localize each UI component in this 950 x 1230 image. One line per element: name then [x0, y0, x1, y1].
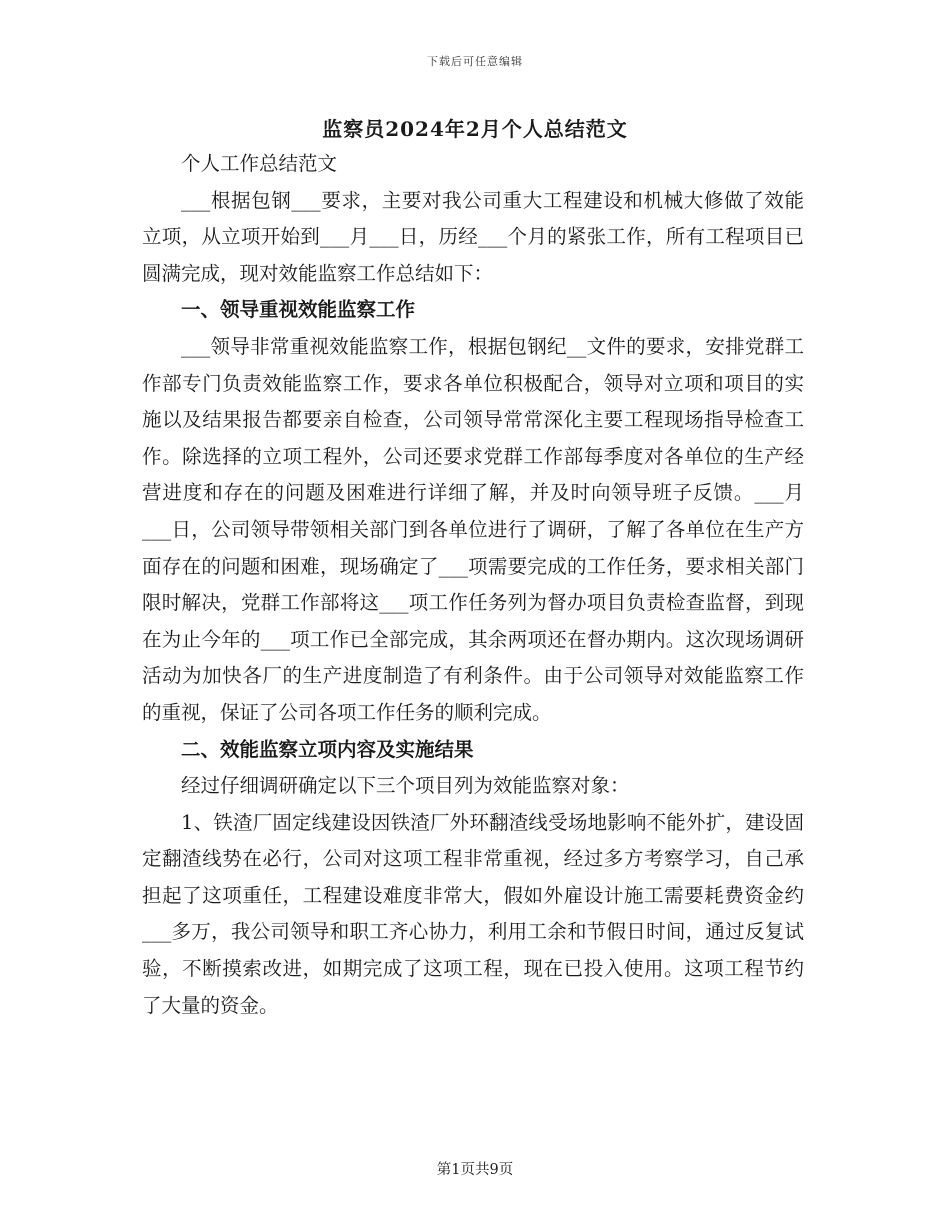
header-note: 下载后可任意编辑	[427, 55, 523, 68]
section-heading-2: 二、效能监察立项内容及实施结果	[181, 737, 474, 761]
page-footer: 第1页共9页	[436, 1162, 514, 1178]
document-title: 监察员2024年2月个人总结范文	[322, 117, 628, 141]
paragraph-section-2-intro: 经过仔细调研确定以下三个项目列为效能监察对象：	[181, 774, 630, 798]
document-body	[142, 146, 804, 1024]
paragraph-section-1: ___领导非常重视效能监察工作，根据包钢纪__文件的要求，安排党群工作部专门负责效能监察工作，要求各单位积极配合，领导对立项和项目的实施以及结果报告都要亲自检查，公司领导常常深化主要工程现场指导检查工作。除选择的立项工程外，公司还要求党群工作部每季度对各单位的生产经营进度和存在的问题及困难进行详细了解，并及时向领导班子反馈。___月___日，公司领导带领相关部门到各单位进行了调研，了解了各单位在生产方面存在的问题和困难，现场确定了___项需要完成的工作任务，要求相关部门限时解决，党群工作部将这___项工作任务列为督办项目负责检查监督，到现在为止今年的___项工作已全部完成，其余两项还在督办期内。这次现场调研活动为加快各厂的生产进度制造了有利条件。由于公司领导对效能监察工作的重视，保证了公司各项工作任务的顺利完成。	[142, 334, 804, 724]
paragraph-intro: ___根据包钢___要求，主要对我公司重大工程建设和机械大修做了效能立项，从立项开始到___月___日，历经___个月的紧张工作，所有工程项目已圆满完成，现对效能监察工作总结如下：	[142, 188, 804, 285]
paragraph-item-1: 1、铁渣厂固定线建设因铁渣厂外环翻渣线受场地影响不能外扩，建设固定翻渣线势在必行，公司对这项工程非常重视，经过多方考察学习，自己承担起了这项重任，工程建设难度非常大，假如外雇设计施工需要耗费资金约___多万，我公司领导和职工齐心协力，利用工余和节假日时间，通过反复试验，不断摸索改进，如期完成了这项工程，现在已投入使用。这项工程节约了大量的资金。	[142, 810, 804, 1017]
paragraph-subtitle: 个人工作总结范文	[181, 152, 338, 175]
section-heading-1: 一、领导重视效能监察工作	[181, 298, 416, 322]
